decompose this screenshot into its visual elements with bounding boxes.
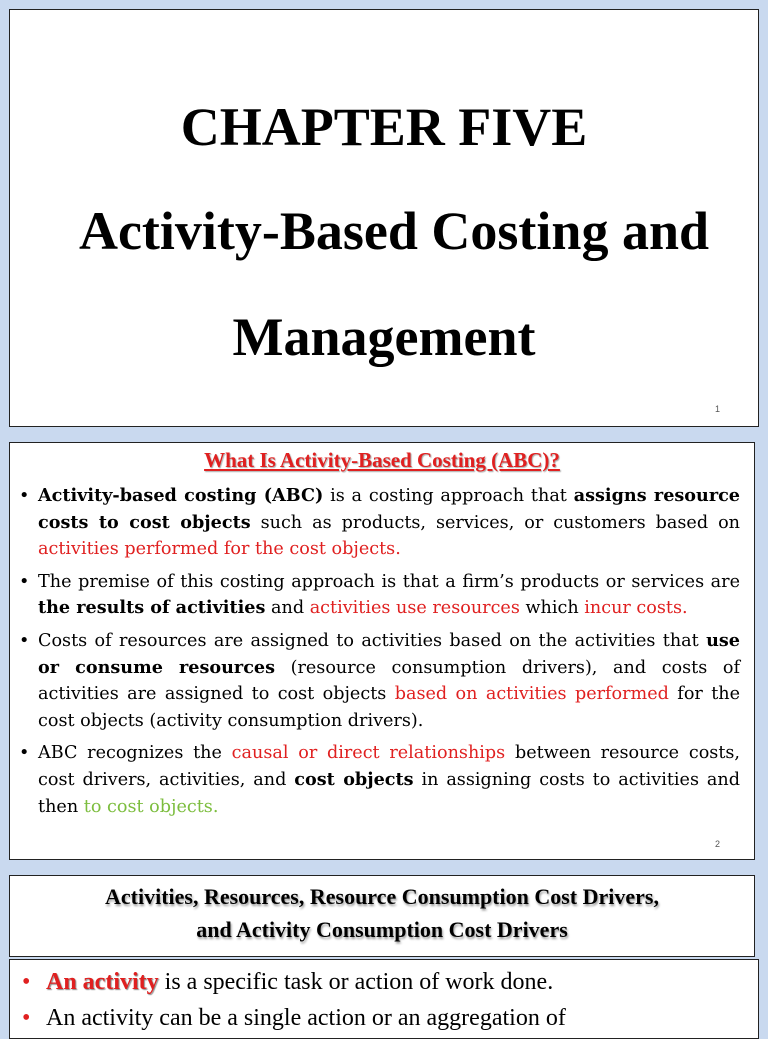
slide-number: 1 xyxy=(714,404,720,414)
slide-activities-heading xyxy=(9,875,755,957)
bullet-item: • An activity is a specific task or action of work done. xyxy=(20,964,758,1000)
slide-heading: What Is Activity-Based Costing (ABC)? xyxy=(204,448,560,472)
bullet-list xyxy=(16,483,740,826)
heading-line-1: Activities, Resources, Resource Consumption Cost Drivers, xyxy=(104,884,659,909)
bullet-item: • Activity-based costing (ABC) is a costing approach that assigns resource costs to cost objects such as products, services, or customers based on activities performed for the cost objects. xyxy=(16,483,740,563)
slide-abc-definition xyxy=(9,442,755,860)
bullet-item: • An activity can be a single action or an aggregation of xyxy=(20,1000,758,1036)
chapter-title-line-2: Management xyxy=(232,307,536,367)
slide-activity-definition xyxy=(9,959,759,1039)
chapter-label: CHAPTER FIVE xyxy=(180,97,588,157)
slide-heading xyxy=(10,880,754,946)
slide-title xyxy=(9,9,759,427)
bullet-list xyxy=(20,964,758,1036)
bullet-item: • The premise of this costing approach is that a firm’s products or services are the results of activities and activities use resources which incur costs. xyxy=(16,569,740,622)
chapter-title-line-1: Activity-Based Costing and xyxy=(78,201,710,261)
heading-line-2: and Activity Consumption Cost Drivers xyxy=(196,917,568,942)
bullet-item: • Costs of resources are assigned to activities based on the activities that use or consume resources (resource consumption drivers), and costs of activities are assigned to cost objects based on activities performed for the cost objects (activity consumption drivers). xyxy=(16,628,740,734)
bullet-item: • ABC recognizes the causal or direct relationships between resource costs, cost drivers, activities, and cost objects in assigning costs to activities and then to cost objects. xyxy=(16,740,740,820)
slide-number: 2 xyxy=(714,839,720,849)
